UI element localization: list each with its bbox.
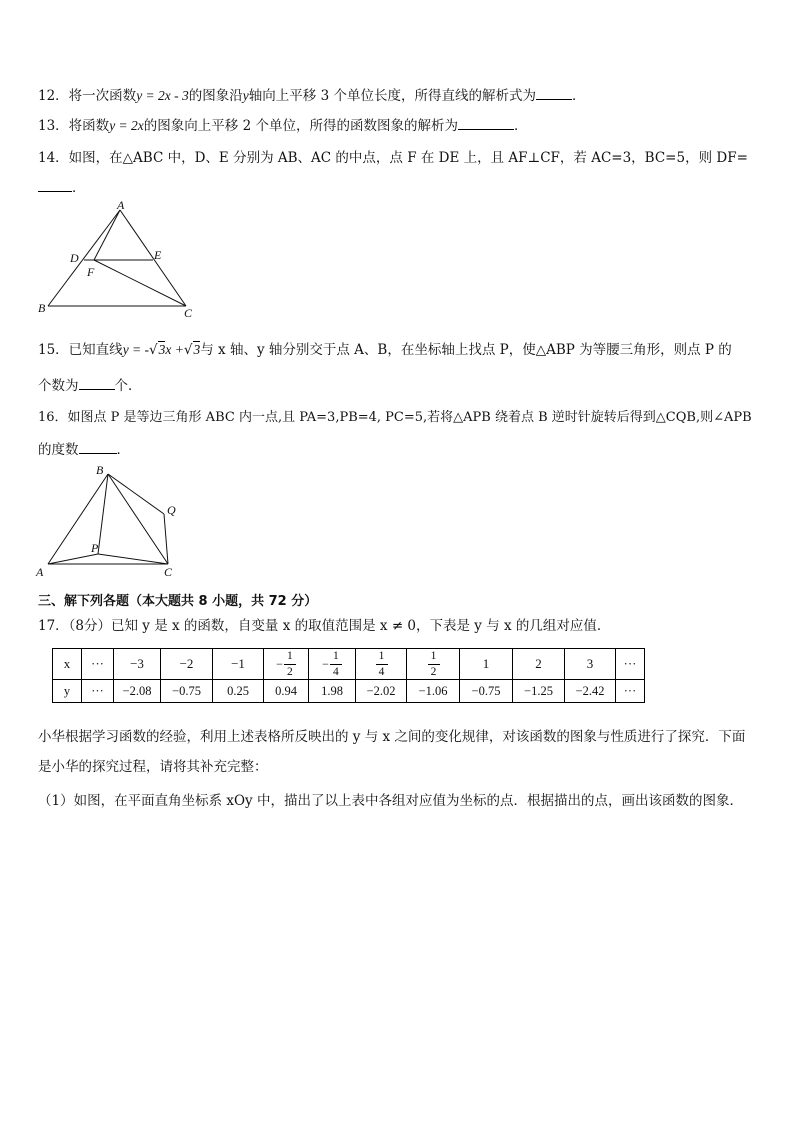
question-16: 16．如图点 P 是等边三角形 ABC 内一点,且 PA=3,PB=4, PC=5,若将△APB 绕着点 B 逆时针旋转后得到△CQB,则∠APB xyxy=(38,410,752,425)
table-cell: $\frac{1}{2}$ xyxy=(407,649,460,680)
side-ab xyxy=(48,210,120,306)
part-1-paragraph: （1）如图，在平面直角坐标系 xOy 中，描出了以上表中各组对应值为坐标的点．根据描出的点，画出该函数的图象． xyxy=(38,793,743,809)
label-c: C xyxy=(164,565,173,579)
equation: y = 2x - 3 xyxy=(136,88,189,103)
label-b: B xyxy=(96,463,104,477)
answer-blank[interactable] xyxy=(458,117,514,130)
segment-ap xyxy=(48,554,98,564)
table-row: x ··· −3 −2 −1 − $\frac{1}{2}$ − $\frac{1}{4}$ $\frac{1}{4}$ $\frac{1}{2}$ 1 2 3 ··· xyxy=(53,649,645,680)
answer-blank[interactable] xyxy=(79,377,115,390)
label-f: F xyxy=(87,265,95,279)
equation: y = 2x xyxy=(109,118,144,133)
explanation-paragraph: 小华根据学习函数的经验，利用上述表格所反映出的 y 与 x 之间的变化规律，对该函数的图象与性质进行了探究．下面是小华的探究过程，请将其补充完整： xyxy=(38,729,746,775)
sqrt-icon: √ xyxy=(149,342,158,358)
table-cell: $\frac{1}{4}$ xyxy=(356,649,407,680)
table-header-x: x xyxy=(53,649,82,680)
side-ab xyxy=(48,474,108,564)
label-a: A xyxy=(117,200,125,212)
label-a: A xyxy=(36,565,44,579)
section-heading: 三、解下列各题（本大题共 8 小题，共 72 分） xyxy=(38,594,318,609)
value-table xyxy=(52,648,645,703)
label-p: P xyxy=(91,541,99,555)
question-13: 13．将函数y = 2x的图象向上平移 2 个单位，所得的函数图象的解析为 ． xyxy=(38,118,528,134)
answer-blank[interactable] xyxy=(536,87,572,100)
side-ac xyxy=(120,210,186,306)
equilateral-triangle-figure xyxy=(34,460,184,582)
segment-bq xyxy=(108,474,164,514)
label-e: E xyxy=(154,248,162,262)
segment-pc xyxy=(98,554,168,564)
question-16-answer: 的度数 ． xyxy=(38,442,130,458)
triangle-abc-figure xyxy=(34,200,204,318)
question-14-answer: ． xyxy=(38,176,86,196)
question-15: 15．已知直线y = -√3x +√3与 x 轴、y 轴分别交于点 A、B，在坐标轴上找点 P，使△ABP 为等腰三角形，则点 P 的 xyxy=(38,342,732,358)
label-d: D xyxy=(70,251,79,265)
answer-blank[interactable] xyxy=(79,441,117,454)
side-bc xyxy=(108,474,168,564)
table-cell: − $\frac{1}{2}$ xyxy=(264,649,309,680)
table-row: y ··· −2.08 −0.75 0.25 0.94 1.98 −2.02 −1.06 −0.75 −1.25 −2.42 ··· xyxy=(53,680,645,703)
question-15-answer: 个数为 个． xyxy=(38,378,142,394)
label-b: B xyxy=(38,301,46,315)
sqrt-icon: √ xyxy=(183,342,193,358)
segment-af xyxy=(94,210,120,260)
question-12: 12．将一次函数y = 2x - 3的图象沿y轴向上平移 3 个单位长度，所得直线的解析式为 ． xyxy=(38,88,586,104)
question-14: 14．如图，在△ABC 中，D、E 分别为 AB、AC 的中点，点 F 在 DE 上，且 AF⊥CF，若 AC=3，BC=5，则 DF= xyxy=(38,150,748,166)
table-cell: − $\frac{1}{4}$ xyxy=(309,649,356,680)
segment-qc xyxy=(164,514,168,564)
label-c: C xyxy=(184,306,193,318)
label-q: Q xyxy=(167,503,176,517)
answer-blank[interactable] xyxy=(38,179,72,192)
table-header-y: y xyxy=(53,680,82,703)
segment-fc xyxy=(94,260,186,306)
question-17: 17．（8分）已知 y 是 x 的函数，自变量 x 的取值范围是 x ≠ 0，下表是 y 与 x 的几组对应值． xyxy=(38,618,611,634)
